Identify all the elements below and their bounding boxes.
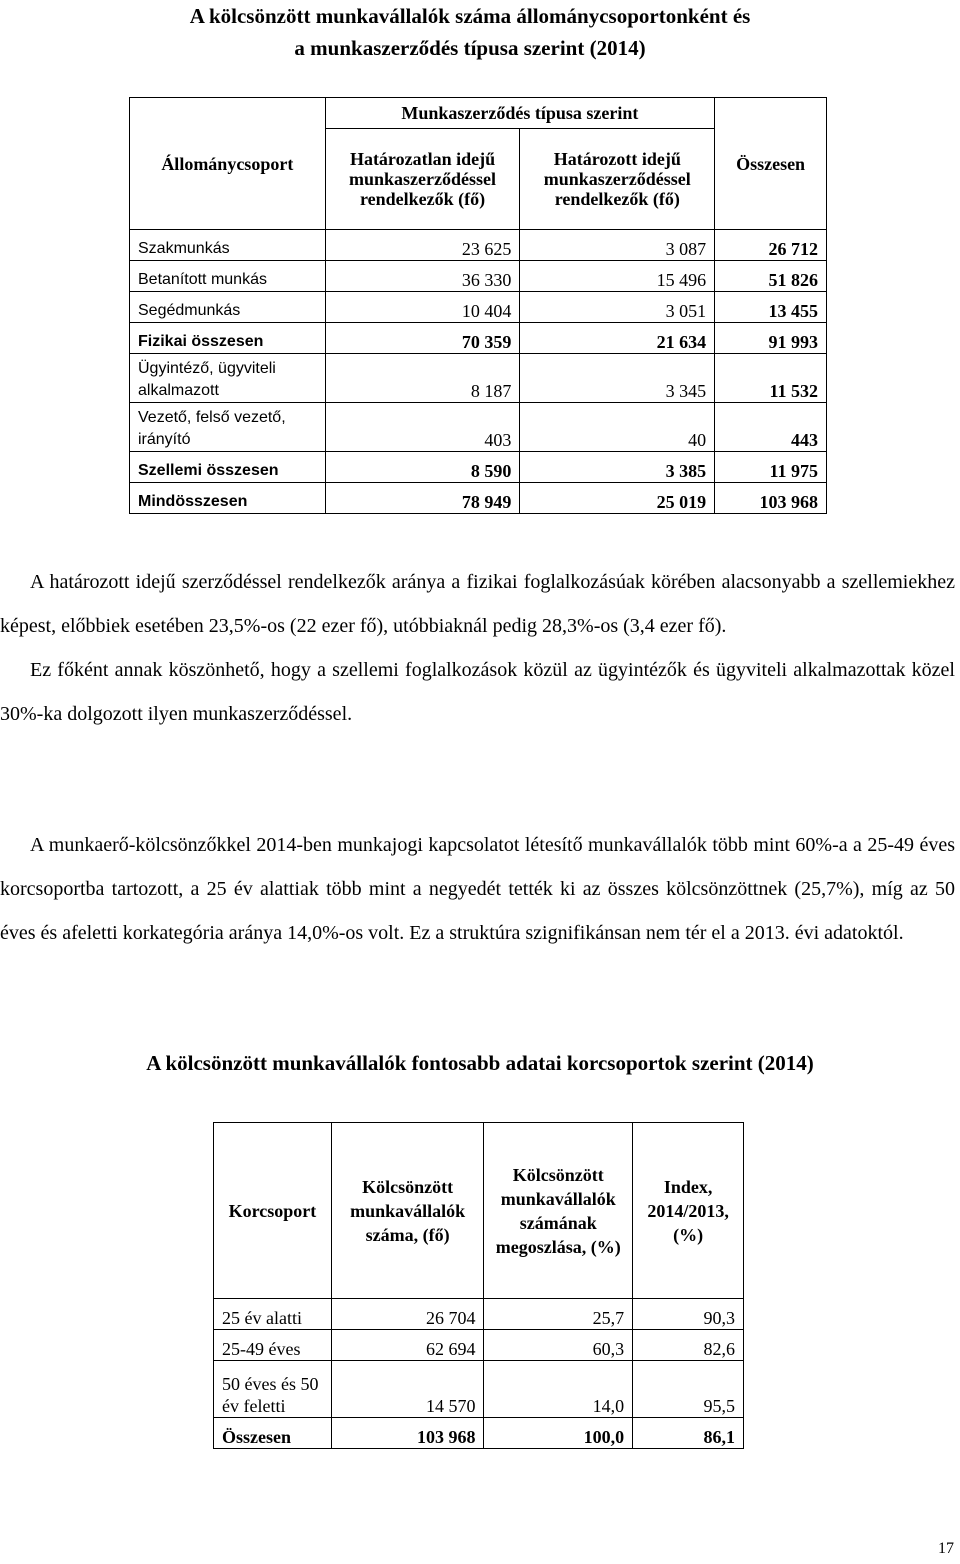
header-share: Kölcsönzött munkavállalók számának megoszlása, (%) [484,1123,633,1299]
row-total: 13 455 [715,292,827,323]
table-row [130,354,827,403]
row-total: 51 826 [715,261,827,292]
row-share: 25,7 [484,1299,633,1330]
row-share: 14,0 [484,1361,633,1418]
row-indefinite: 10 404 [325,292,520,323]
row-index: 82,6 [633,1330,744,1361]
row-fixed: 3 051 [520,292,715,323]
table-row [130,452,827,483]
header-indefinite: Határozatlan idejű munkaszerződéssel rendelkezők (fő) [325,129,520,230]
table-row [214,1361,744,1418]
row-index: 86,1 [633,1418,744,1449]
age-group-table [213,1122,744,1449]
row-count: 26 704 [331,1299,484,1330]
row-label: Szakmunkás [130,230,326,261]
row-total: 443 [715,403,827,452]
table-row [130,403,827,452]
row-label: Szellemi összesen [130,452,326,483]
text-block-2 [0,823,955,955]
table1-title [100,0,840,64]
row-share: 60,3 [484,1330,633,1361]
row-label: Vezető, felső vezető, irányító [130,403,326,452]
row-count: 14 570 [331,1361,484,1418]
table-row [214,1418,744,1449]
paragraph: Ez főként annak köszönhető, hogy a szellemi foglalkozások közül az ügyintézők és ügyviteli alkalmazottak közel 30%-ka dolgozott ilyen munkaszerződéssel. [0,659,955,725]
paragraph: A határozott idejű szerződéssel rendelkezők aránya a fizikai foglalkozásúak körében alacsonyabb a szellemiekhez képest, előbbiek esetében 23,5%-os (22 ezer fő), utóbbiaknál pedig 28,3%-os (3,4 ezer fő). [0,571,955,637]
row-indefinite: 78 949 [325,483,520,514]
row-total: 103 968 [715,483,827,514]
paragraph: A munkaerő-kölcsönzőkkel 2014-ben munkajogi kapcsolatot létesítő munkavállalók több mint 60%-a a 25-49 éves korcsoportba tartozott, a 25 év alattiak több mint a negyedét tették ki az összes kölcsönzöttnek (25,7%), míg az 50 éves és afeletti korkategória aránya 14,0%-os volt. Ez a struktúra szignifikánsan nem tér el a 2013. évi adatoktól. [0,834,955,944]
row-label: Összesen [214,1418,332,1449]
row-index: 95,5 [633,1361,744,1418]
row-label: Ügyintéző, ügyviteli alkalmazott [130,354,326,403]
header-total: Összesen [715,98,827,230]
row-label: Fizikai összesen [130,323,326,354]
row-label: Segédmunkás [130,292,326,323]
text-block-1 [0,560,955,736]
header-count: Kölcsönzött munkavállalók száma, (fő) [331,1123,484,1299]
row-indefinite: 8 187 [325,354,520,403]
table-row [130,261,827,292]
row-total: 11 975 [715,452,827,483]
header-index: Index, 2014/2013, (%) [633,1123,744,1299]
table1-title-line1: A kölcsönzött munkavállalók száma állománycsoportonként és [189,4,751,28]
row-fixed: 21 634 [520,323,715,354]
row-indefinite: 8 590 [325,452,520,483]
row-total: 11 532 [715,354,827,403]
table2-title: A kölcsönzött munkavállalók fontosabb adatai korcsoportok szerint (2014) [146,1051,814,1075]
row-label: Betanított munkás [130,261,326,292]
row-label: 25 év alatti [214,1299,332,1330]
table1-title-line2: a munkaszerződés típusa szerint (2014) [294,36,646,60]
row-indefinite: 403 [325,403,520,452]
header-contract-type: Munkaszerződés típusa szerint [325,98,715,129]
row-total: 26 712 [715,230,827,261]
row-index: 90,3 [633,1299,744,1330]
row-fixed: 3 385 [520,452,715,483]
table-row [130,292,827,323]
row-fixed: 25 019 [520,483,715,514]
row-share: 100,0 [484,1418,633,1449]
row-label: Mindösszesen [130,483,326,514]
row-fixed: 40 [520,403,715,452]
table-row [130,230,827,261]
row-count: 103 968 [331,1418,484,1449]
row-count: 62 694 [331,1330,484,1361]
page-number: 17 [938,1540,954,1557]
table-row [130,323,827,354]
row-fixed: 3 345 [520,354,715,403]
table-row [214,1330,744,1361]
row-indefinite: 70 359 [325,323,520,354]
table-row [214,1299,744,1330]
header-fixed: Határozott idejű munkaszerződéssel rendelkezők (fő) [520,129,715,230]
row-label: 50 éves és 50 év feletti [214,1361,332,1418]
row-total: 91 993 [715,323,827,354]
row-indefinite: 23 625 [325,230,520,261]
row-label: 25-49 éves [214,1330,332,1361]
row-fixed: 3 087 [520,230,715,261]
row-indefinite: 36 330 [325,261,520,292]
header-staff-group: Állománycsoport [130,98,326,230]
header-age-group: Korcsoport [214,1123,332,1299]
row-fixed: 15 496 [520,261,715,292]
staff-group-table [129,97,827,514]
table-row [130,483,827,514]
